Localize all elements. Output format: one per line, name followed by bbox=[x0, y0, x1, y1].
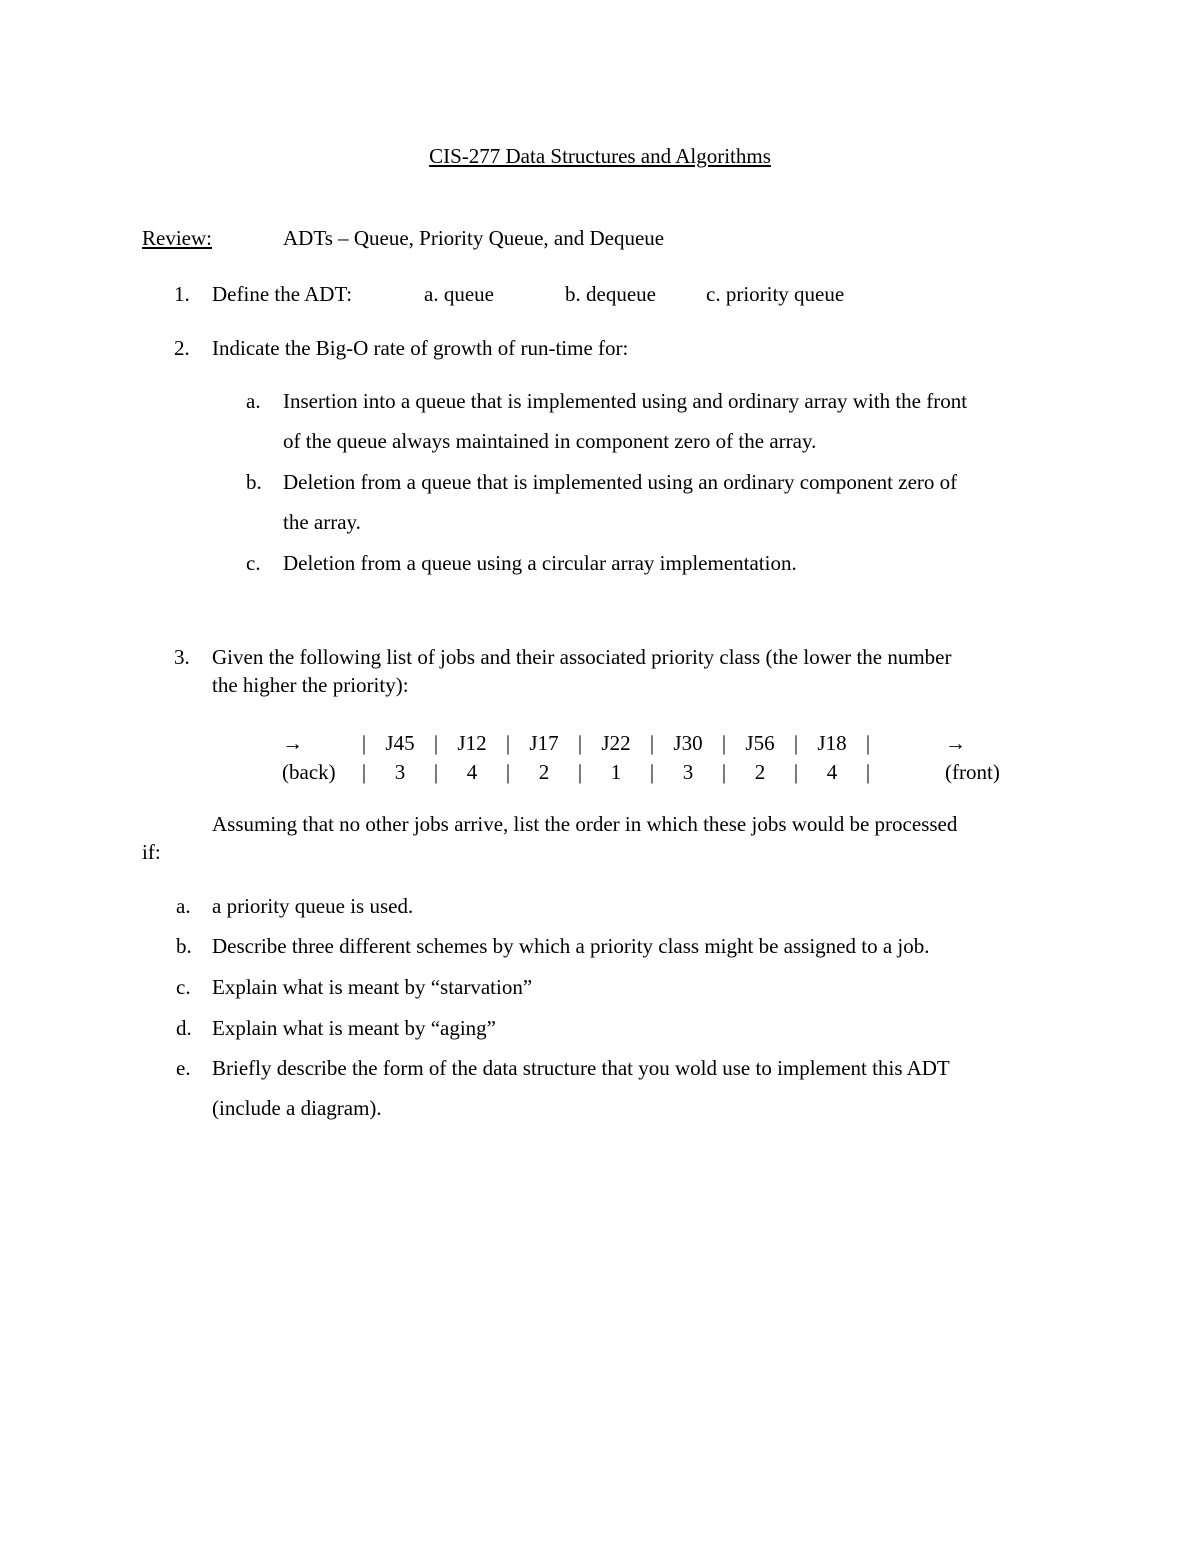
job-cell: J56 bbox=[745, 730, 775, 755]
job-cell: J45 bbox=[385, 730, 415, 755]
q3-part-d-letter: d. bbox=[176, 1016, 192, 1040]
q3-number: 3. bbox=[174, 645, 190, 669]
q3-assume-line1: Assuming that no other jobs arrive, list the order in which these jobs would be processed bbox=[212, 812, 958, 836]
separator: | bbox=[433, 730, 439, 755]
page-title: CIS-277 Data Structures and Algorithms bbox=[429, 144, 771, 168]
q3-part-e-letter: e. bbox=[176, 1056, 191, 1080]
separator: | bbox=[865, 730, 871, 755]
q1-text: Define the ADT: bbox=[212, 282, 353, 306]
separator: | bbox=[721, 759, 727, 784]
back-label: (back) bbox=[282, 759, 336, 784]
q2-item-a-line1: Insertion into a queue that is implemented using and ordinary array with the front bbox=[283, 389, 968, 413]
q3-part-e-text2: (include a diagram). bbox=[212, 1096, 382, 1120]
q3-assume-line2: if: bbox=[142, 840, 161, 864]
q3-part-d-text: Explain what is meant by “aging” bbox=[212, 1016, 497, 1040]
priority-cell: 1 bbox=[610, 759, 622, 784]
separator: | bbox=[649, 759, 655, 784]
q1-number: 1. bbox=[174, 282, 190, 306]
job-queue-table bbox=[282, 729, 1000, 787]
separator: | bbox=[649, 730, 655, 755]
q3-line1: Given the following list of jobs and their associated priority class (the lower the number bbox=[212, 645, 952, 669]
priority-cell: 2 bbox=[754, 759, 766, 784]
priority-row bbox=[282, 758, 1000, 787]
q1-option-a: a. queue bbox=[424, 282, 494, 306]
job-row bbox=[282, 729, 1000, 758]
job-cell: J18 bbox=[817, 730, 847, 755]
priority-cell: 2 bbox=[538, 759, 550, 784]
q3-part-c-letter: c. bbox=[176, 975, 191, 999]
separator: | bbox=[361, 759, 367, 784]
job-cell: J30 bbox=[673, 730, 703, 755]
q3-part-c-text: Explain what is meant by “starvation” bbox=[212, 975, 533, 999]
priority-cell: 4 bbox=[466, 759, 478, 784]
q1-option-c: c. priority queue bbox=[706, 282, 845, 306]
job-cell: J17 bbox=[529, 730, 559, 755]
priority-cell: 4 bbox=[826, 759, 838, 784]
review-topic: ADTs – Queue, Priority Queue, and Dequeue bbox=[283, 226, 665, 250]
separator: | bbox=[505, 730, 511, 755]
q2-item-c-line1: Deletion from a queue using a circular array implementation. bbox=[283, 551, 797, 575]
q2-number: 2. bbox=[174, 336, 190, 360]
separator: | bbox=[721, 730, 727, 755]
priority-cell: 3 bbox=[394, 759, 406, 784]
q2-item-b-letter: b. bbox=[246, 470, 262, 494]
priority-cell: 3 bbox=[682, 759, 694, 784]
separator: | bbox=[361, 730, 367, 755]
separator: | bbox=[793, 759, 799, 784]
q2-item-a-line2: of the queue always maintained in component zero of the array. bbox=[283, 429, 817, 453]
separator: | bbox=[577, 730, 583, 755]
q2-text: Indicate the Big-O rate of growth of run-time for: bbox=[212, 336, 629, 360]
q3-part-a-text: a priority queue is used. bbox=[212, 894, 414, 918]
job-cell: J12 bbox=[457, 730, 487, 755]
job-cell: J22 bbox=[601, 730, 631, 755]
separator: | bbox=[865, 759, 871, 784]
front-label: (front) bbox=[945, 759, 1000, 784]
q3-part-a-letter: a. bbox=[176, 894, 191, 918]
q3-line2: the higher the priority): bbox=[212, 673, 409, 697]
q2-item-b-line1: Deletion from a queue that is implemented using an ordinary component zero of bbox=[283, 470, 958, 494]
q2-item-c-letter: c. bbox=[246, 551, 261, 575]
q2-item-b-line2: the array. bbox=[283, 510, 361, 534]
separator: | bbox=[577, 759, 583, 784]
q3-part-b-text: Describe three different schemes by which a priority class might be assigned to a job. bbox=[212, 934, 930, 958]
q3-part-e-text: Briefly describe the form of the data structure that you wold use to implement this ADT bbox=[212, 1056, 950, 1080]
front-arrow-icon: → bbox=[945, 730, 966, 755]
separator: | bbox=[433, 759, 439, 784]
separator: | bbox=[505, 759, 511, 784]
separator: | bbox=[793, 730, 799, 755]
q2-item-a-letter: a. bbox=[246, 389, 261, 413]
q1-option-b: b. dequeue bbox=[565, 282, 656, 306]
review-label: Review: bbox=[142, 226, 212, 250]
q3-part-b-letter: b. bbox=[176, 934, 192, 958]
back-arrow-icon: → bbox=[282, 730, 303, 755]
